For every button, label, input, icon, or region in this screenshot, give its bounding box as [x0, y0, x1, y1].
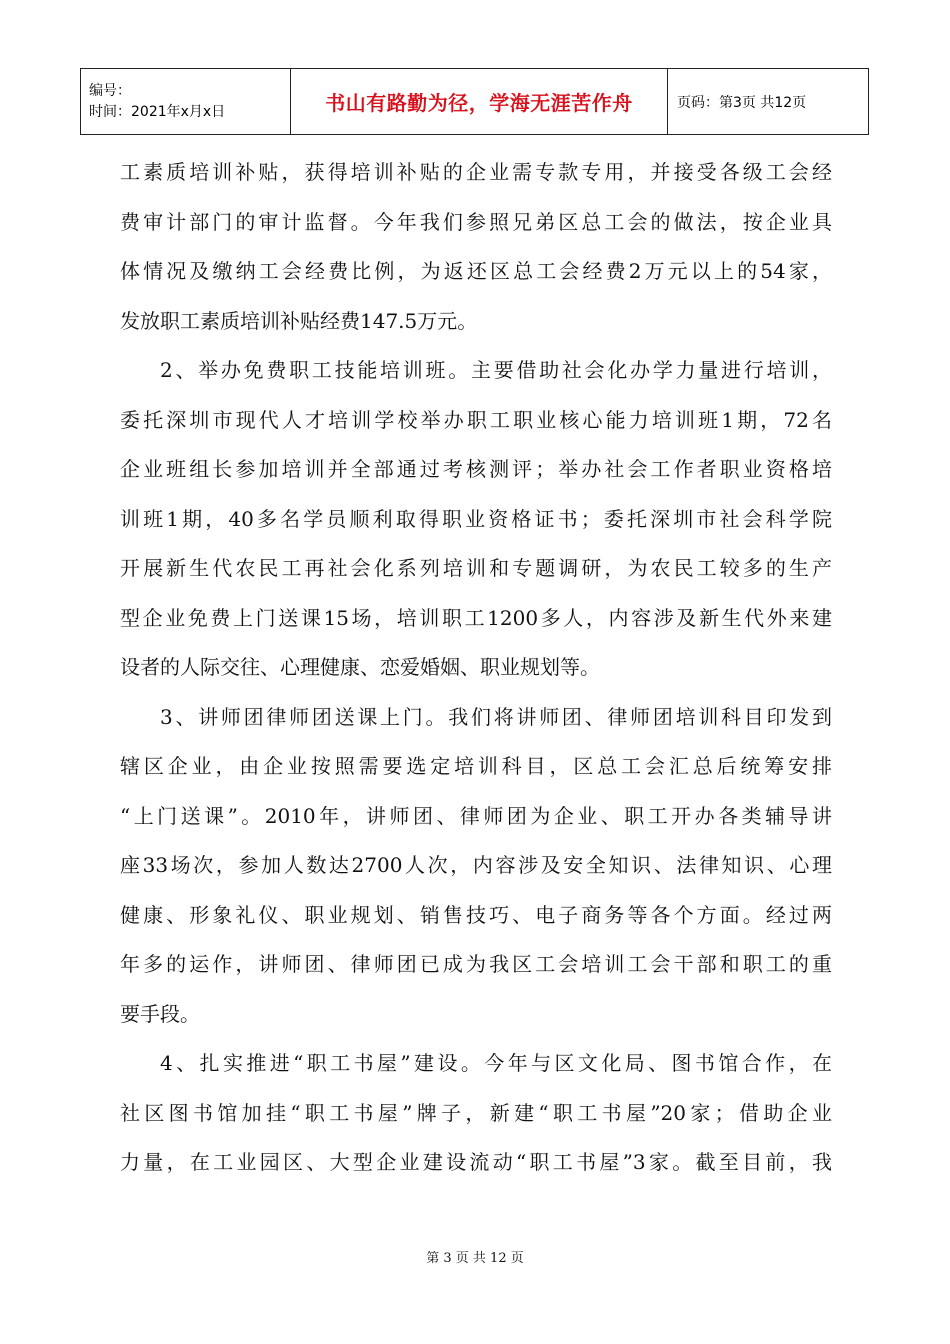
header-meta-cell: [81, 69, 291, 135]
body-line: 要手段。: [120, 1001, 200, 1026]
paragraph-heading-line: 4、扎实推进“职工书屋”建设。今年与区文化局、图书馆合作，在: [160, 1051, 832, 1075]
number-label: 编号：: [89, 82, 131, 99]
body-line: 辖区企业，由企业按照需要选定培训科目，区总工会汇总后统筹安排: [120, 754, 832, 778]
document-body: [120, 148, 832, 1188]
body-line: 企业班组长参加培训并全部通过考核测评；举办社会工作者职业资格培: [120, 457, 832, 481]
body-line: 型企业免费上门送课15场，培训职工1200多人，内容涉及新生代外来建: [120, 605, 832, 630]
paragraph-heading-line: 3、讲师团律师团送课上门。我们将讲师团、律师团培训科目印发到: [160, 704, 832, 729]
body-line: 委托深圳市现代人才培训学校举办职工职业核心能力培训班1期，72名: [120, 407, 832, 432]
body-line: 费审计部门的审计监督。今年我们参照兄弟区总工会的做法，按企业具: [120, 209, 832, 234]
document-header: [80, 68, 869, 135]
body-line: 体情况及缴纳工会经费比例，为返还区总工会经费2万元以上的54家，: [120, 259, 832, 283]
paragraph-heading-line: 2、举办免费职工技能培训班。主要借助社会化办学力量进行培训，: [160, 358, 832, 382]
body-line: 开展新生代农民工再社会化系列培训和专题调研，为农民工较多的生产: [120, 556, 832, 580]
body-line: 社区图书馆加挂“职工书屋”牌子，新建“职工书屋”20家；借助企业: [120, 1100, 832, 1125]
body-line: 训班1期，40多名学员顺利取得职业资格证书；委托深圳市社会科学院: [120, 506, 832, 531]
body-line: 力量，在工业园区、大型企业建设流动“职工书屋”3家。截至目前，我: [120, 1150, 832, 1174]
page-footer: 第 3 页 共 12 页: [426, 1251, 524, 1266]
header-motto: 书山有路勤为径，学海无涯苦作舟: [291, 69, 668, 135]
body-line: 工素质培训补贴，获得培训补贴的企业需专款专用，并接受各级工会经: [120, 160, 832, 184]
date-label: 时间：2021年x月x日: [89, 103, 226, 120]
body-line: 座33场次，参加人数达2700人次，内容涉及安全知识、法律知识、心理: [120, 853, 832, 877]
header-page-label: 页码：第3页 共12页: [668, 69, 869, 135]
body-line: 年多的运作，讲师团、律师团已成为我区工会培训工会干部和职工的重: [120, 952, 832, 976]
body-line: 设者的人际交往、心理健康、恋爱婚姻、职业规划等。: [120, 655, 600, 679]
body-line: 健康、形象礼仪、职业规划、销售技巧、电子商务等各个方面。经过两: [120, 902, 832, 927]
body-line: “上门送课”。2010年，讲师团、律师团为企业、职工开办各类辅导讲: [120, 803, 832, 828]
body-line: 发放职工素质培训补贴经费147.5万元。: [120, 308, 478, 333]
